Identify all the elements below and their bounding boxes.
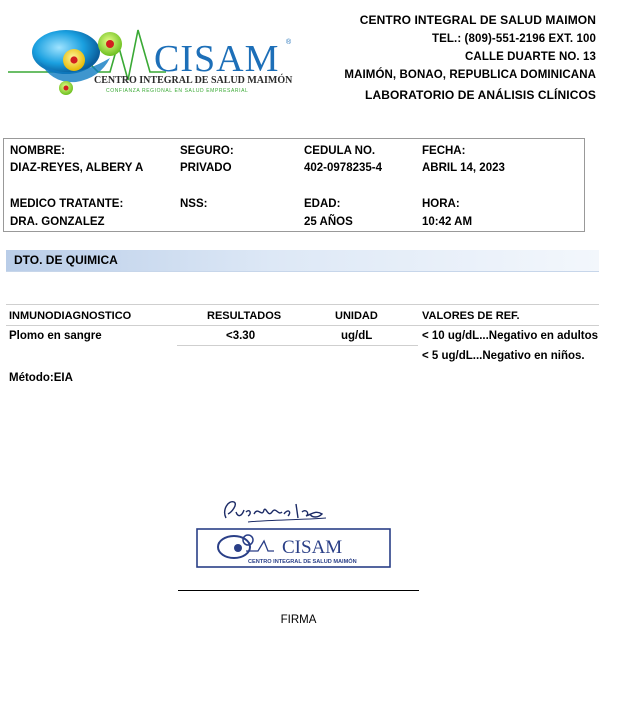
result-test-name: Plomo en sangre: [9, 330, 102, 342]
section-bar: [6, 250, 599, 272]
logo-tagline: CONFIANZA REGIONAL EN SALUD EMPRESARIAL: [106, 88, 249, 94]
handwritten-signature: [218, 492, 333, 526]
fecha-label: FECHA:: [422, 145, 466, 157]
seguro-value: PRIVADO: [180, 162, 232, 174]
result-row-rule: [177, 345, 418, 346]
section-title: DTO. DE QUIMICA: [14, 253, 118, 267]
edad-label: EDAD:: [304, 198, 341, 210]
center-name: CENTRO INTEGRAL DE SALUD MAIMON: [359, 13, 596, 27]
firma-label: FIRMA: [280, 614, 317, 626]
result-unit: ug/dL: [341, 330, 373, 342]
signature-line: [178, 590, 419, 591]
medico-value: DRA. GONZALEZ: [10, 216, 105, 228]
nombre-label: NOMBRE:: [10, 145, 65, 157]
col-header-unit: UNIDAD: [335, 310, 378, 322]
edad-value: 25 AÑOS: [304, 216, 353, 228]
table-header-rule: [6, 325, 599, 326]
result-value: <3.30: [226, 330, 256, 342]
svg-text:CENTRO INTEGRAL DE SALUD MAIMÓ: CENTRO INTEGRAL DE SALUD MAIMÓN: [248, 559, 357, 565]
hora-value: 10:42 AM: [422, 216, 473, 228]
logo-subtitle: CENTRO INTEGRAL DE SALUD MAIMÓN: [94, 75, 293, 86]
result-reference-2: < 5 ug/dL...Negativo en niños.: [422, 350, 585, 362]
nss-label: NSS:: [180, 198, 208, 210]
col-header-ref: VALORES DE REF.: [422, 310, 520, 322]
svg-text:CISAM: CISAM: [282, 537, 343, 558]
medico-label: MEDICO TRATANTE:: [10, 198, 124, 210]
result-reference-1: < 10 ug/dL...Negativo en adultos: [422, 330, 599, 342]
city-address: MAIMÓN, BONAO, REPUBLICA DOMINICANA: [344, 69, 596, 81]
svg-text:®: ®: [286, 39, 292, 46]
nombre-value: DIAZ-REYES, ALBERY A: [10, 162, 144, 174]
col-header-test: INMUNODIAGNOSTICO: [9, 310, 132, 322]
method: Método:EIA: [9, 372, 73, 384]
department: LABORATORIO DE ANÁLISIS CLÍNICOS: [365, 88, 596, 102]
fecha-value: ABRIL 14, 2023: [422, 162, 505, 174]
col-header-result: RESULTADOS: [207, 310, 282, 322]
cisam-stamp: [196, 527, 391, 569]
logo-text: CISAM: [154, 38, 280, 80]
phone: TEL.: (809)-551-2196 EXT. 100: [432, 33, 596, 45]
patient-info-box: [3, 138, 585, 232]
hora-label: HORA:: [422, 198, 460, 210]
street-address: CALLE DUARTE NO. 13: [465, 51, 596, 63]
cedula-value: 402-0978235-4: [304, 162, 383, 174]
seguro-label: SEGURO:: [180, 145, 234, 157]
cedula-label: CEDULA NO.: [304, 145, 376, 157]
cisam-logo: [6, 14, 296, 106]
table-top-rule: [6, 304, 599, 305]
